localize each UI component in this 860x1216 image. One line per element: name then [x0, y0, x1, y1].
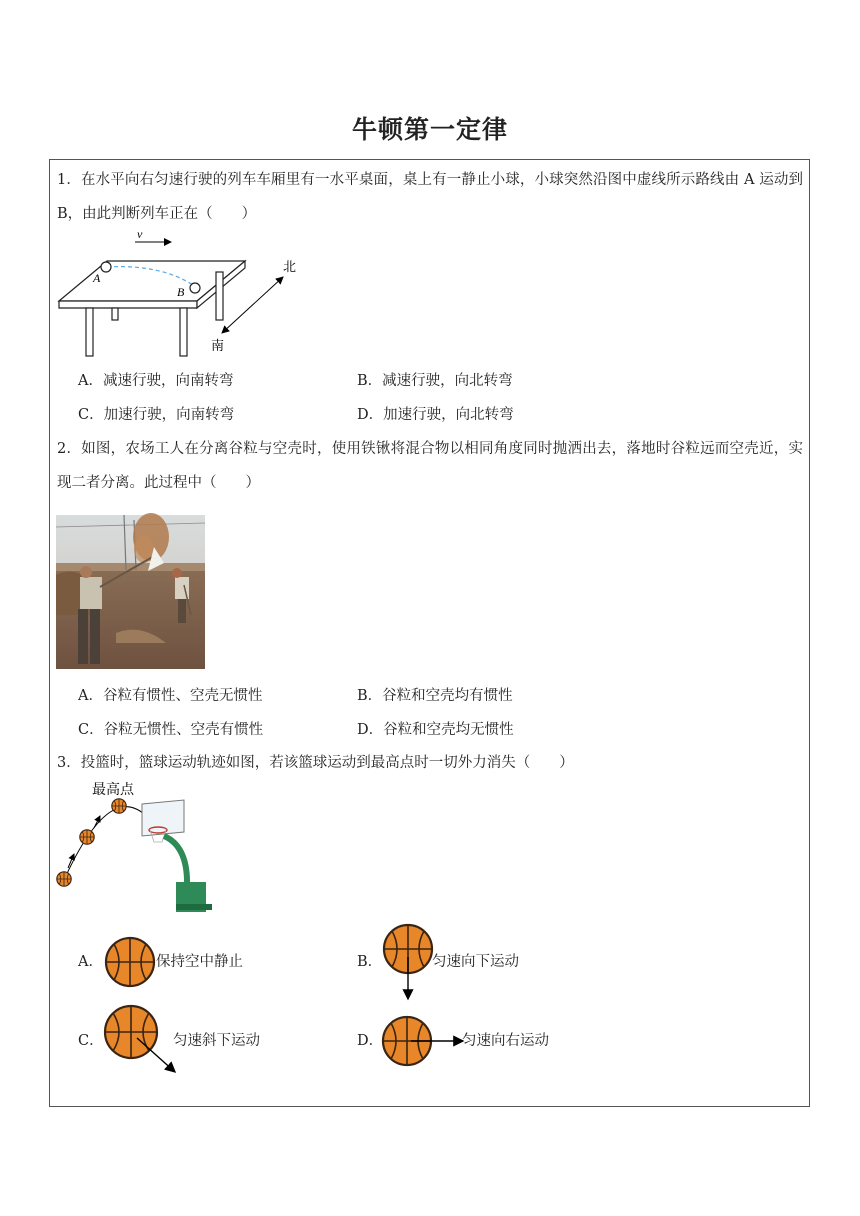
- question-3-text: 3．投篮时，篮球运动轨迹如图，若该篮球运动到最高点时一切外力消失（ ）: [57, 755, 574, 771]
- q2-option-a[interactable]: [78, 685, 262, 707]
- table-leg: [86, 308, 93, 356]
- q3-option-b-letter: B．: [357, 954, 383, 970]
- q1-option-a[interactable]: [78, 370, 233, 392]
- q3-option-b[interactable]: [357, 951, 382, 973]
- question-2-photo: [56, 515, 205, 669]
- q2-option-c[interactable]: [78, 719, 263, 741]
- ball-b: [190, 283, 200, 293]
- q3-option-d-desc: 匀速向右运动: [462, 1033, 549, 1049]
- basketball-icon: [57, 872, 71, 886]
- q3-option-a-letter: A．: [78, 954, 103, 970]
- q3-option-b-basketball-icon: [381, 922, 435, 1002]
- q2-option-a-label: A．谷粒有惯性、空壳无惯性: [78, 688, 263, 704]
- backboard: [142, 800, 184, 836]
- q3-option-a[interactable]: [78, 951, 103, 973]
- q2-option-b[interactable]: [357, 685, 513, 707]
- q3-option-c[interactable]: [78, 1030, 104, 1052]
- point-b-label: B: [177, 285, 185, 299]
- south-label: 南: [211, 339, 225, 354]
- basketball-icon: [112, 799, 126, 813]
- q3-option-c-desc: 匀速斜下运动: [173, 1033, 260, 1049]
- q1-option-d-label: D．加速行驶，向北转弯: [357, 407, 514, 423]
- q1-option-b[interactable]: [357, 370, 513, 392]
- question-2-text: 2．如图，农场工人在分离谷粒与空壳时，使用铁锹将混合物以相同角度同时抛洒出去，落地时谷粒远而空壳近，实现二者分离。此过程中（ ）: [57, 441, 803, 491]
- q1-option-a-label: A．减速行驶，向南转弯: [78, 373, 234, 389]
- q3-option-d[interactable]: [357, 1030, 383, 1052]
- q3-option-b-desc: 匀速向下运动: [432, 954, 519, 970]
- q2-option-b-label: B．谷粒和空壳均有惯性: [357, 688, 513, 704]
- q1-option-c-label: C．加速行驶，向南转弯: [78, 407, 235, 423]
- q3-option-a-desc: 保持空中静止: [156, 954, 243, 970]
- table-leg: [112, 308, 118, 320]
- page-title: 牛顿第一定律: [351, 115, 508, 144]
- q3-option-a-basketball-icon: [104, 936, 156, 988]
- point-a-label: A: [93, 271, 101, 285]
- q3-option-d-basketball-icon: [382, 1015, 464, 1067]
- q2-option-d-label: D．谷粒和空壳均无惯性: [357, 722, 514, 738]
- q1-option-b-label: B．减速行驶，向北转弯: [357, 373, 513, 389]
- velocity-label: v: [137, 227, 143, 241]
- north-south-arrow: [222, 277, 283, 333]
- highest-point-label: 最高点: [92, 782, 134, 798]
- q2-option-d[interactable]: [357, 719, 514, 741]
- q2-option-c-label: C．谷粒无惯性、空壳有惯性: [78, 722, 264, 738]
- q1-option-c[interactable]: [78, 404, 234, 426]
- question-1-figure: [55, 228, 315, 358]
- north-label: 北: [283, 260, 297, 275]
- question-1-text: 1．在水平向右匀速行驶的列车车厢里有一水平桌面，桌上有一静止小球，小球突然沿图中虚线所示路线由 A 运动到 B，由此判断列车正在（ ）: [57, 172, 803, 222]
- q1-option-d[interactable]: [357, 404, 514, 426]
- table-leg: [180, 308, 187, 356]
- ball-a: [101, 262, 111, 272]
- q3-option-c-letter: C．: [78, 1033, 104, 1049]
- basketball-icon: [80, 830, 94, 844]
- question-3-figure: [54, 780, 216, 916]
- q3-option-c-basketball-icon: [103, 1004, 183, 1080]
- table-leg: [216, 272, 223, 320]
- q3-option-d-letter: D．: [357, 1033, 384, 1049]
- trajectory-path: [64, 807, 154, 880]
